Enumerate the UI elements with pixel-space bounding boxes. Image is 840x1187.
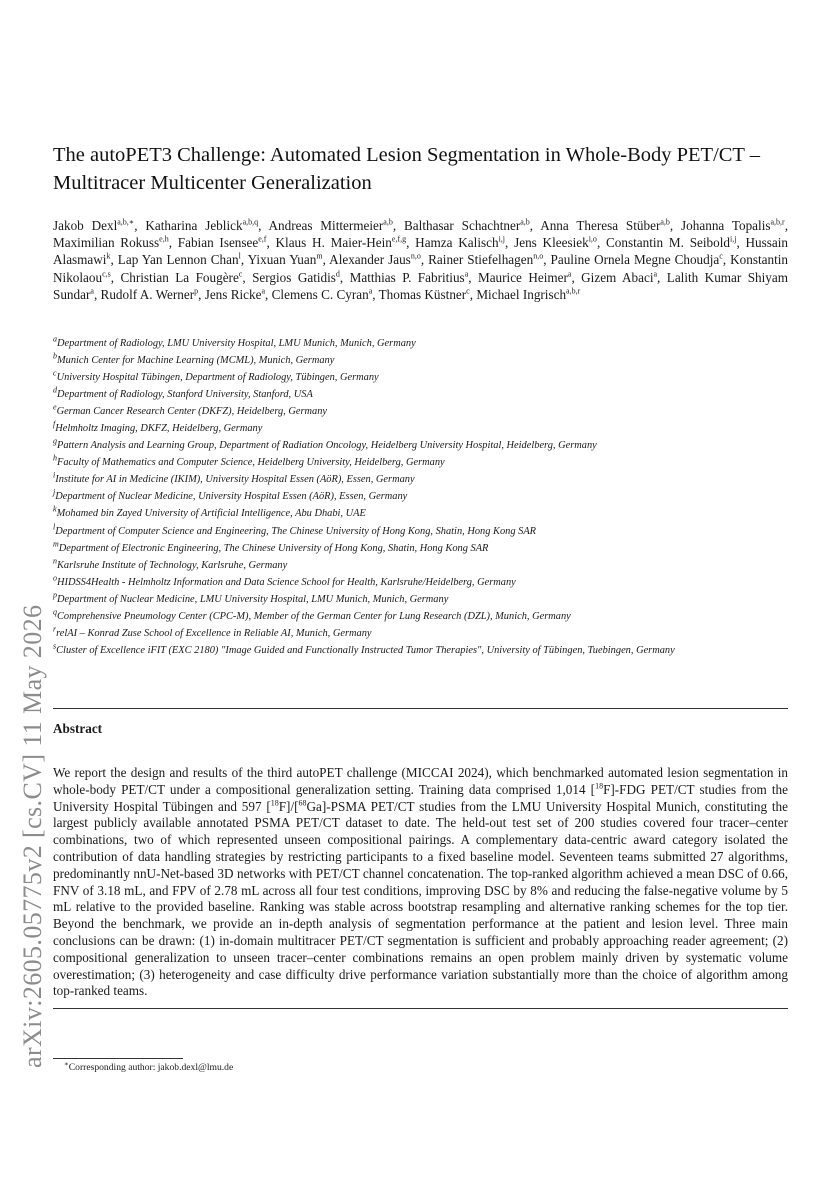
author xyxy=(248,252,323,267)
affiliation-text: University Hospital Tübingen, Department of Radiology, Tübingen, Germany xyxy=(56,372,379,384)
author-name: Gizem Abaci xyxy=(581,269,654,285)
author-name: Michael Ingrisch xyxy=(476,286,567,302)
author xyxy=(415,235,505,250)
author-name: Jakob Dexl xyxy=(53,218,118,233)
author xyxy=(404,218,530,233)
author-name: Alexander Jaus xyxy=(329,252,411,268)
author-affiliation-marks: n,o xyxy=(410,252,421,262)
affiliation-item xyxy=(53,335,788,352)
author-name: Pauline Ornela Megne Choudja xyxy=(550,252,720,268)
author-affiliation-marks: a xyxy=(464,269,469,279)
affiliation-key: b xyxy=(53,351,57,361)
author-name: Konstantin Nikolaou xyxy=(53,252,789,285)
abstract-text-3: F]/[ xyxy=(278,798,299,814)
affiliation-text: Department of Radiology, LMU University Hospital, LMU Munich, Munich, Germany xyxy=(57,338,416,349)
author xyxy=(476,287,580,302)
affiliation-text: Department of Radiology, Stanford University, Stanford, USA xyxy=(57,389,313,401)
author xyxy=(272,287,373,302)
abstract-text-1: We report the design and results of the third autoPET challenge (MICCAI 2024), which benchmarked automated lesion segmentation in whole-body PET/CT under a compositional generalization setting. Training data comprised 1,014 [ xyxy=(53,765,788,797)
affiliation-text: Department of Electronic Engineering, The Chinese University of Hong Kong, Shatin, Hong Kong SAR xyxy=(58,542,489,554)
abstract-top-rule xyxy=(53,708,788,709)
author-name: Johanna Topalis xyxy=(681,218,771,233)
author-affiliation-marks: a,b,∗ xyxy=(117,217,135,227)
author-affiliation-marks: i,j xyxy=(498,234,506,244)
affiliation-text: Faculty of Mathematics and Computer Science, Heidelberg University, Heidelberg, Germany xyxy=(57,457,445,469)
author-name: Matthias P. Fabritius xyxy=(349,269,465,285)
abstract-body xyxy=(53,765,788,1000)
author-name: Christian La Fougère xyxy=(120,269,239,285)
affiliation-text: Karlsruhe Institute of Technology, Karlsruhe, Germany xyxy=(57,559,288,571)
author-name: Lalith Kumar Shiyam Sundar xyxy=(53,269,789,302)
author-name: Yixuan Yuan xyxy=(247,252,317,268)
affiliation-key: s xyxy=(53,641,57,651)
affiliation-item xyxy=(53,386,788,403)
author-affiliation-marks: n,o xyxy=(533,252,544,262)
affiliation-key: d xyxy=(53,385,57,395)
arxiv-identifier-text: arXiv:2605.05775v2 [cs.CV] 11 May 2026 xyxy=(18,604,47,1068)
affiliation-text: Department of Nuclear Medicine, University Hospital Essen (AöR), Essen, Germany xyxy=(55,491,408,503)
affiliation-key: q xyxy=(53,607,57,617)
author xyxy=(269,218,393,233)
affiliation-text: German Cancer Research Center (DKFZ), Heidelberg, Germany xyxy=(56,406,328,418)
affiliation-text: Department of Nuclear Medicine, LMU University Hospital, LMU Munich, Munich, Germany xyxy=(57,593,449,605)
author-affiliation-marks: a,b xyxy=(660,217,670,227)
author-affiliation-marks: c xyxy=(238,269,243,279)
isotope-mass-number: 18 xyxy=(270,798,279,808)
author-list: Jakob Dexl$^{a,b,∗}$, Katharina Jeblick$^{a,b,q}$, Andreas Mittermeier$^{a,b}$, Balthasar Schachtner$^{a,b}$, Anna Theresa Stüber$^{a,b}$, Johanna Topalis$^{a,b,r}$, Maximilian Rokuss$^{e,h}$, Fabian Isensee$^{e,f}$, Klaus H. Maier-Hein$^{e,f,g}$, Hamza Kalisch$^{i,j}$, Jens Kleesiek$^{i,o}$, Constantin M. Seibold$^{i,j}$, Hussain Alasmawi$^k$, Lap Yan Lennon Chan$^l$, Yixuan Yuan$^m$, Alexander Jaus$^{n,o}$, Rainer Stiefelhagen$^{n,o}$, Pauline Ornela Megne Choudja$^c$, Konstantin Nikolaou$^{c,s}$, Christian La Fougère$^c$, Sergios Gatidis$^d$, Matthias P. Fabritius$^a$, Maurice Heimer$^a$, Gizem Abaci$^a$, Lalith Kumar Shiyam Sundar$^a$, Rudolf A. Werner$^p$, Jens Ricke$^a$, Clemens C. Cyran$^a$, Thomas Küstner$^c$, Michael Ingrisch$^{a,b,r}$ xyxy=(53,217,789,302)
author xyxy=(350,270,469,285)
author xyxy=(478,270,571,285)
author-affiliation-marks: e,f,g xyxy=(391,234,407,244)
author-name: Sergios Gatidis xyxy=(252,269,336,285)
affiliation-text: Mohamed bin Zayed University of Artificial Intelligence, Abu Dhabi, UAE xyxy=(56,508,366,520)
affiliation-key: j xyxy=(53,487,56,497)
author xyxy=(118,252,241,267)
affiliation-key: m xyxy=(53,539,59,549)
affiliation-item xyxy=(53,557,788,574)
abstract-text-2: F]-FDG PET/CT studies from the University Hospital Tübingen and 597 [ xyxy=(53,781,788,814)
abstract-text-4: Ga]-PSMA PET/CT studies from the LMU University Hospital Munich, constituting the largest publicly available annotated PSMA PET/CT dataset to date. The held-out test set of 200 studies covered four tracer–center combinations, two of which represented unseen compositional pairings. A complementary data-centric award category isolated the contribution of data handling strategies by restricting participants to a fixed baseline model. Seventeen teams submitted 27 algorithms, predominantly nnU-Net-based 3D networks with PET/CT channel concatenation. The top-ranked algorithm achieved a mean DSC of 0.66, FNV of 3.18 mL, and FPV of 2.78 mL across all four test conditions, improving DSC by 8% and reducing the false-negative volume by 5 mL relative to the provided baseline. Ranking was stable across bootstrap resampling and alternative ranking schemes for the top tier. Beyond the benchmark, we provide an in-depth analysis of segmentation performance at the patient and lesion level. Three main conclusions can be drawn: (1) in-domain multitracer PET/CT segmentation is sufficient and probably approaching reader agreement; (2) compositional generalization to unseen tracer–center combinations remains an open problem mainly driven by systematic volume overestimation; (3) heterogeneity and case difficulty drive performance variation substantially more than the choice of algorithm among top-ranked teams. xyxy=(53,798,788,999)
author-name: Fabian Isensee xyxy=(177,235,259,251)
author-affiliation-marks: i,j xyxy=(730,234,737,244)
abstract-bottom-rule xyxy=(53,1008,788,1009)
author xyxy=(606,235,736,250)
affiliation-text: Department of Computer Science and Engineering, The Chinese University of Hong Kong, Shatin, Hong Kong SAR xyxy=(55,525,537,537)
affiliation-key: c xyxy=(53,368,57,378)
abstract-heading: Abstract xyxy=(53,721,103,736)
affiliation-key: n xyxy=(53,556,57,566)
author-affiliation-marks: a xyxy=(567,269,572,279)
affiliation-key: e xyxy=(53,402,57,412)
affiliation-item xyxy=(53,488,788,505)
author-affiliation-marks: a xyxy=(368,286,373,296)
affiliation-key: o xyxy=(53,573,57,583)
author-name: Jens Ricke xyxy=(204,286,262,302)
affiliation-item xyxy=(53,505,788,522)
affiliation-text: Munich Center for Machine Learning (MCML), Munich, Germany xyxy=(57,355,335,367)
author xyxy=(145,218,258,233)
author-affiliation-marks: a,b xyxy=(383,217,393,227)
isotope-mass-number: 18 xyxy=(595,781,604,791)
affiliation-item xyxy=(53,625,788,642)
author xyxy=(178,235,267,250)
author-affiliation-marks: a xyxy=(653,269,658,279)
author-affiliation-marks: m xyxy=(316,252,323,262)
corresponding-author-footnote xyxy=(64,1059,234,1074)
author-affiliation-marks: a xyxy=(90,286,94,296)
author-affiliation-marks: c xyxy=(719,252,723,262)
affiliation-item xyxy=(53,523,788,540)
author-affiliation-marks: k xyxy=(106,252,111,262)
affiliation-key: l xyxy=(53,522,56,532)
affiliation-item xyxy=(53,471,788,488)
author xyxy=(379,287,470,302)
affiliation-text: Institute for AI in Medicine (IKIM), University Hospital Essen (AöR), Essen, Germany xyxy=(55,474,415,486)
author xyxy=(53,235,169,250)
author xyxy=(120,270,242,285)
arxiv-identifier-stamp xyxy=(16,348,52,1068)
affiliation-item xyxy=(53,540,788,557)
author-name: Balthasar Schachtner xyxy=(404,218,521,233)
footnote-text: Corresponding author: jakob.dexl@lmu.de xyxy=(68,1062,234,1073)
affiliation-text: Helmholtz Imaging, DKFZ, Heidelberg, Germany xyxy=(55,423,263,435)
author-affiliation-marks: a,b,q xyxy=(242,217,259,227)
affiliation-item xyxy=(53,608,788,625)
author-name: Hamza Kalisch xyxy=(415,235,499,251)
author-name: Thomas Küstner xyxy=(378,286,467,302)
author-affiliation-marks: a,b xyxy=(520,217,530,227)
affiliation-item xyxy=(53,642,788,659)
affiliation-key: a xyxy=(53,334,57,344)
author-affiliation-marks: a,b,r xyxy=(566,286,581,296)
author-name: Maurice Heimer xyxy=(477,269,568,285)
footnote-mark: ∗ xyxy=(64,1059,69,1068)
affiliation-key: r xyxy=(53,624,57,634)
author-name: Lap Yan Lennon Chan xyxy=(117,252,239,268)
author-affiliation-marks: p xyxy=(194,286,199,296)
affiliation-key: p xyxy=(53,590,57,600)
author-affiliation-marks: e,h xyxy=(159,234,169,244)
author-affiliation-marks: d xyxy=(335,269,340,279)
affiliation-item xyxy=(53,591,788,608)
author-name: Jens Kleesiek xyxy=(514,235,589,251)
author xyxy=(581,270,657,285)
author xyxy=(252,270,340,285)
affiliation-item xyxy=(53,437,788,454)
affiliation-item xyxy=(53,420,788,437)
author-affiliation-marks: c,s xyxy=(102,269,111,279)
author-name: Hussain Alasmawi xyxy=(53,235,789,268)
author-name: Klaus H. Maier-Hein xyxy=(275,235,392,251)
affiliation-text: HIDSS4Health - Helmholtz Information and Data Science School for Health, Karlsruhe/Heidelberg, Germany xyxy=(57,576,516,588)
author xyxy=(101,287,199,302)
author-name: Clemens C. Cyran xyxy=(271,286,369,302)
affiliation-item xyxy=(53,574,788,591)
affiliation-key: g xyxy=(53,436,57,446)
affiliation-text: relAI – Konrad Zuse School of Excellence in Reliable AI, Munich, Germany xyxy=(56,627,372,639)
affiliation-item xyxy=(53,454,788,471)
affiliation-text: Cluster of Excellence iFIT (EXC 2180) "Image Guided and Functionally Instructed Tumor Therapies", University of Tübingen, Tuebingen, Germany xyxy=(56,644,675,656)
affiliation-key: k xyxy=(53,505,57,514)
author xyxy=(428,252,543,267)
affiliation-key: h xyxy=(53,453,57,463)
isotope-mass-number: 68 xyxy=(298,798,307,808)
author-name: Rainer Stiefelhagen xyxy=(428,252,534,268)
paper-title: The autoPET3 Challenge: Automated Lesion Segmentation in Whole-Body PET/CT – Multitracer Multicenter Generalization xyxy=(53,144,760,194)
author xyxy=(551,252,723,267)
affiliation-item xyxy=(53,369,788,386)
author xyxy=(514,235,597,250)
author-affiliation-marks: c xyxy=(466,286,470,296)
author xyxy=(681,218,785,233)
footnote-rule xyxy=(53,1058,183,1059)
author xyxy=(329,252,421,267)
author xyxy=(540,218,670,233)
author-name: Katharina Jeblick xyxy=(145,218,243,233)
author-name: Maximilian Rokuss xyxy=(53,235,160,251)
author-name: Andreas Mittermeier xyxy=(268,218,384,233)
affiliation-item xyxy=(53,352,788,369)
affiliation-item xyxy=(53,403,788,420)
affiliation-text: Comprehensive Pneumology Center (CPC-M), Member of the German Center for Lung Research (DZL), Munich, Germany xyxy=(57,610,571,622)
author xyxy=(276,235,407,250)
author-affiliation-marks: l xyxy=(238,252,241,262)
affiliation-list xyxy=(53,335,788,659)
author-name: Anna Theresa Stüber xyxy=(540,218,661,233)
affiliation-text: Pattern Analysis and Learning Group, Department of Radiation Oncology, Heidelberg University Hospital, Heidelberg, Germany xyxy=(57,440,597,452)
author xyxy=(53,218,134,233)
author-affiliation-marks: i,o xyxy=(588,234,597,244)
author xyxy=(205,287,265,302)
author-affiliation-marks: a,b,r xyxy=(770,217,785,227)
author-name: Rudolf A. Werner xyxy=(100,286,195,302)
author-affiliation-marks: a xyxy=(261,286,266,296)
affiliation-key: i xyxy=(53,470,56,480)
author-affiliation-marks: e,f xyxy=(258,234,267,244)
affiliation-key: f xyxy=(53,419,56,429)
author-name: Constantin M. Seibold xyxy=(606,235,730,251)
